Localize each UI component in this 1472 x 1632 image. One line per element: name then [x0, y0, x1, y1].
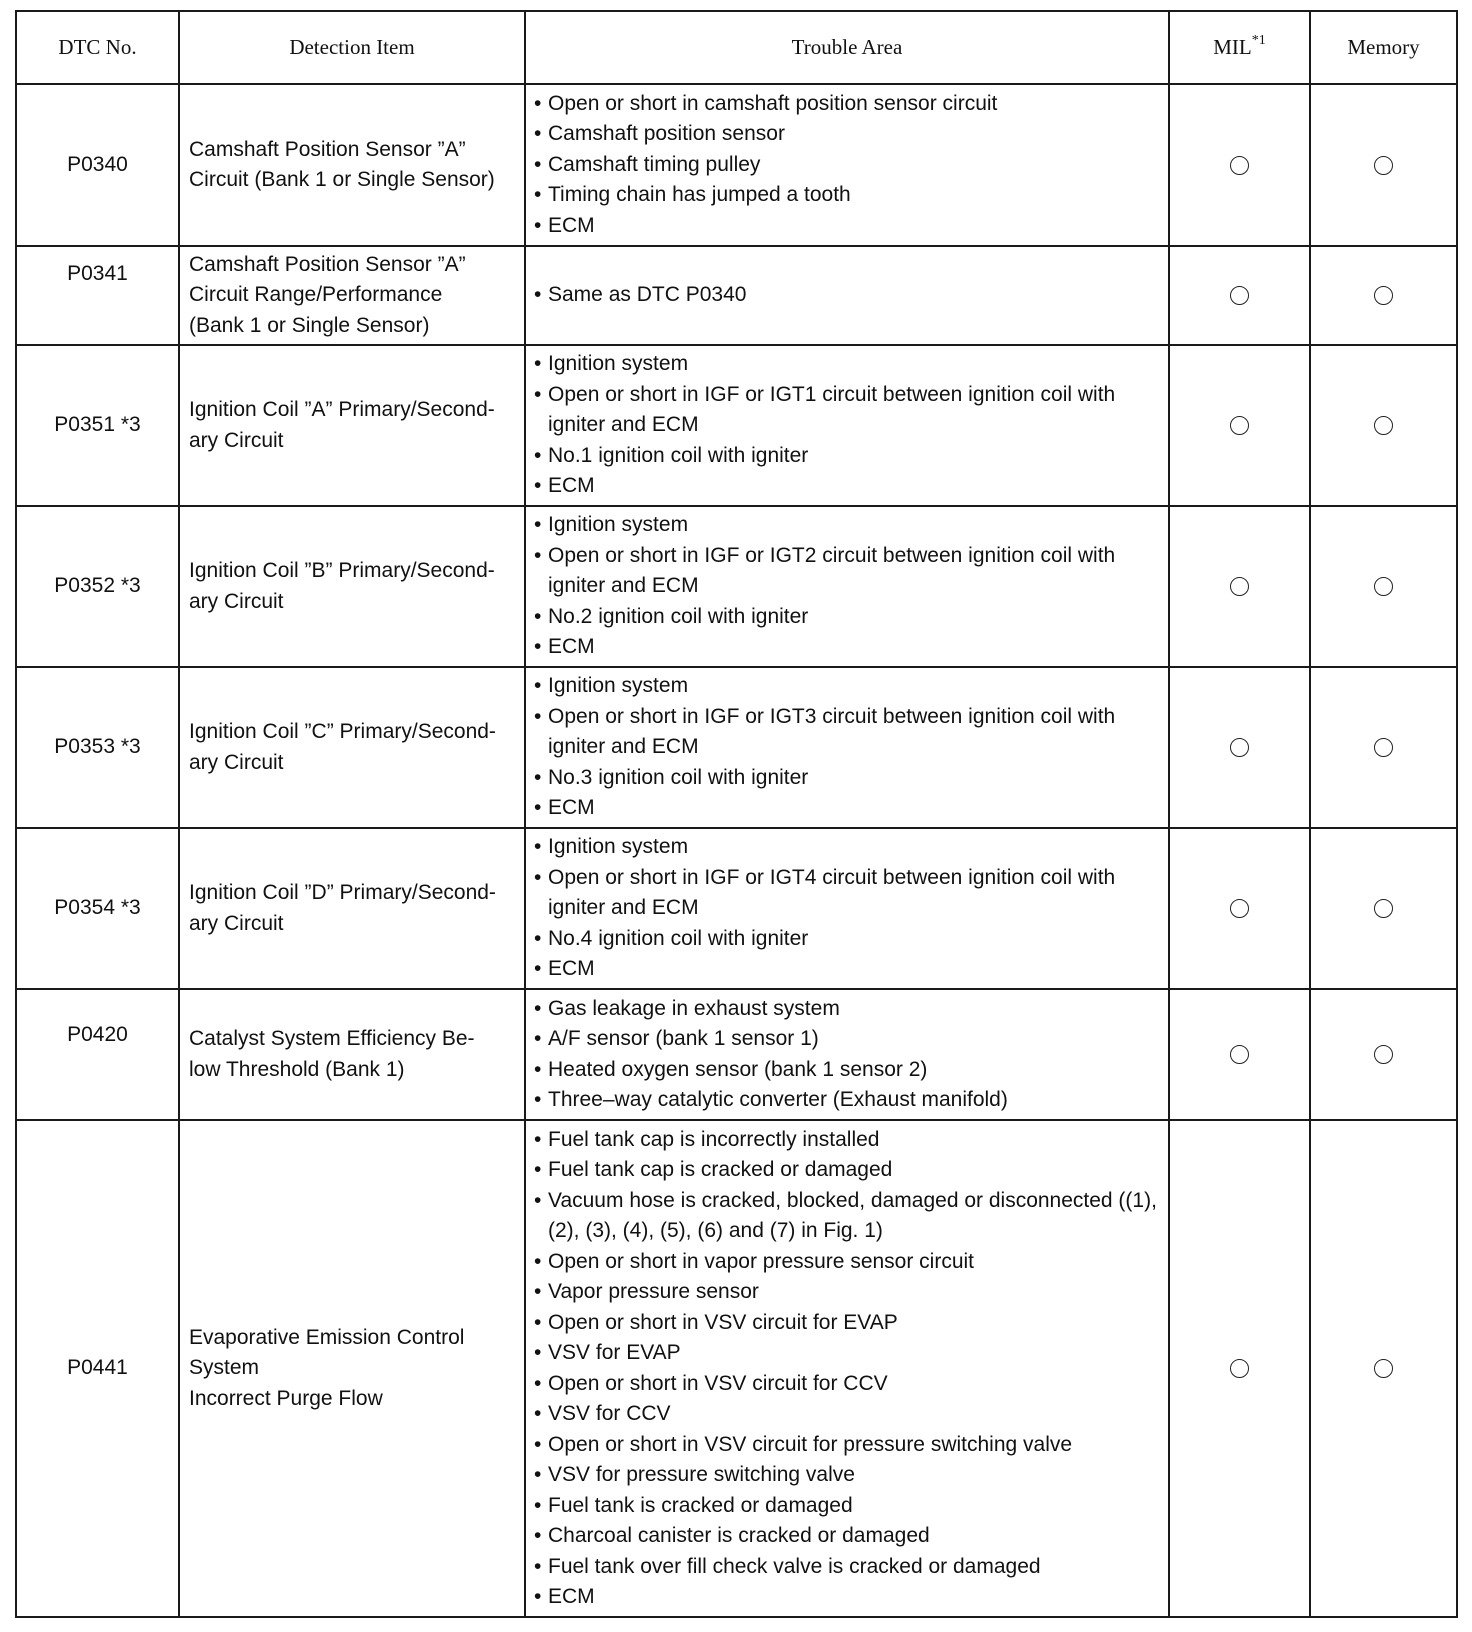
list-item: • Ignition system: [534, 349, 1162, 380]
dtc-code: P0352 *3: [16, 506, 179, 667]
mil-circle-icon: [1230, 899, 1249, 918]
list-item: • ECM: [534, 632, 1162, 663]
trouble-area: [525, 989, 1169, 1120]
list-item: • No.3 ignition coil with igniter: [534, 763, 1162, 794]
list-item: • Camshaft position sensor: [534, 119, 1162, 150]
header-row: [16, 11, 1457, 84]
list-item: • Timing chain has jumped a tooth: [534, 180, 1162, 211]
list-item: • Open or short in IGF or IGT3 circuit between ignition coil with igniter and ECM: [534, 702, 1162, 763]
header-mil: [1169, 11, 1310, 84]
mil-circle-icon: [1230, 738, 1249, 757]
detection-item: [179, 667, 525, 828]
detection-item-line: ary Circuit: [189, 911, 284, 935]
trouble-area-list: [534, 349, 1162, 502]
trouble-area-list: [534, 832, 1162, 985]
list-item: • Charcoal canister is cracked or damaged: [534, 1521, 1162, 1552]
memory-circle-icon: [1374, 156, 1393, 175]
trouble-area: [525, 506, 1169, 667]
detection-item-line: ary Circuit: [189, 750, 284, 774]
table-row: [16, 506, 1457, 667]
trouble-area-list: [534, 280, 1162, 311]
dtc-code: P0353 *3: [16, 667, 179, 828]
memory-circle-icon: [1374, 738, 1393, 757]
list-item: • ECM: [534, 954, 1162, 985]
header-mil-label: MIL: [1213, 35, 1252, 59]
list-item: • Heated oxygen sensor (bank 1 sensor 2): [534, 1055, 1162, 1086]
list-item: • VSV for CCV: [534, 1399, 1162, 1430]
list-item: • A/F sensor (bank 1 sensor 1): [534, 1024, 1162, 1055]
memory-cell: [1310, 345, 1457, 506]
memory-circle-icon: [1374, 1045, 1393, 1064]
trouble-area-list: [534, 89, 1162, 242]
mil-circle-icon: [1230, 1359, 1249, 1378]
memory-cell: [1310, 667, 1457, 828]
table-row: [16, 828, 1457, 989]
memory-cell: [1310, 1120, 1457, 1617]
trouble-area: [525, 1120, 1169, 1617]
detection-item-line: Incorrect Purge Flow: [189, 1386, 383, 1410]
dtc-code: P0351 *3: [16, 345, 179, 506]
list-item: • Same as DTC P0340: [534, 280, 1162, 311]
list-item: • Vacuum hose is cracked, blocked, damaged or disconnected ((1), (2), (3), (4), (5), (6) and (7) in Fig. 1): [534, 1186, 1162, 1247]
detection-item: [179, 828, 525, 989]
memory-circle-icon: [1374, 286, 1393, 305]
list-item: • Open or short in VSV circuit for CCV: [534, 1369, 1162, 1400]
list-item: • Three–way catalytic converter (Exhaust manifold): [534, 1085, 1162, 1116]
dtc-code: P0441: [16, 1120, 179, 1617]
detection-item: [179, 246, 525, 345]
list-item: • Open or short in VSV circuit for pressure switching valve: [534, 1430, 1162, 1461]
memory-circle-icon: [1374, 577, 1393, 596]
list-item: • Open or short in IGF or IGT2 circuit between ignition coil with igniter and ECM: [534, 541, 1162, 602]
trouble-area-list: [534, 510, 1162, 663]
list-item: • VSV for pressure switching valve: [534, 1460, 1162, 1491]
detection-item-line: Camshaft Position Sensor ”A”: [189, 252, 466, 276]
detection-item: [179, 1120, 525, 1617]
list-item: • No.1 ignition coil with igniter: [534, 441, 1162, 472]
detection-item-line: Ignition Coil ”D” Primary/Second-: [189, 881, 496, 904]
list-item: • Fuel tank is cracked or damaged: [534, 1491, 1162, 1522]
mil-circle-icon: [1230, 286, 1249, 305]
trouble-area-list: [534, 994, 1162, 1116]
list-item: • Gas leakage in exhaust system: [534, 994, 1162, 1025]
mil-cell: [1169, 345, 1310, 506]
detection-item: [179, 84, 525, 246]
list-item: • Fuel tank cap is cracked or damaged: [534, 1155, 1162, 1186]
detection-item-line: Ignition Coil ”B” Primary/Second-: [189, 559, 495, 582]
header-mil-footnote: *1: [1251, 33, 1266, 48]
list-item: • No.4 ignition coil with igniter: [534, 924, 1162, 955]
dtc-code: P0340: [16, 84, 179, 246]
dtc-code: P0341: [16, 246, 179, 345]
mil-cell: [1169, 989, 1310, 1120]
memory-circle-icon: [1374, 1359, 1393, 1378]
list-item: • Open or short in VSV circuit for EVAP: [534, 1308, 1162, 1339]
mil-cell: [1169, 84, 1310, 246]
trouble-area-list: [534, 671, 1162, 824]
detection-item-line: ary Circuit: [189, 589, 284, 613]
trouble-area-list: [534, 1125, 1162, 1613]
mil-cell: [1169, 828, 1310, 989]
mil-cell: [1169, 1120, 1310, 1617]
memory-cell: [1310, 84, 1457, 246]
detection-item-line: Circuit Range/Performance: [189, 283, 443, 307]
table-row: [16, 84, 1457, 246]
list-item: • Camshaft timing pulley: [534, 150, 1162, 181]
mil-circle-icon: [1230, 156, 1249, 175]
detection-item-line: Camshaft Position Sensor ”A”: [189, 137, 466, 161]
header-memory: Memory: [1310, 11, 1457, 84]
mil-cell: [1169, 667, 1310, 828]
list-item: • Open or short in vapor pressure sensor circuit: [534, 1247, 1162, 1278]
dtc-code: P0354 *3: [16, 828, 179, 989]
list-item: • No.2 ignition coil with igniter: [534, 602, 1162, 633]
trouble-area: [525, 246, 1169, 345]
header-detection-item: Detection Item: [179, 11, 525, 84]
trouble-area: [525, 667, 1169, 828]
detection-item-line: System: [189, 1356, 260, 1380]
detection-item: [179, 506, 525, 667]
detection-item-line: ary Circuit: [189, 428, 284, 452]
trouble-area: [525, 828, 1169, 989]
list-item: • Fuel tank cap is incorrectly installed: [534, 1125, 1162, 1156]
mil-circle-icon: [1230, 1045, 1249, 1064]
memory-circle-icon: [1374, 416, 1393, 435]
detection-item: [179, 345, 525, 506]
detection-item-line: (Bank 1 or Single Sensor): [189, 313, 430, 337]
detection-item-line: Catalyst System Efficiency Be-: [189, 1027, 475, 1050]
detection-item-line: Ignition Coil ”C” Primary/Second-: [189, 720, 496, 743]
list-item: • Ignition system: [534, 671, 1162, 702]
mil-cell: [1169, 246, 1310, 345]
memory-cell: [1310, 828, 1457, 989]
memory-circle-icon: [1374, 899, 1393, 918]
list-item: • VSV for EVAP: [534, 1338, 1162, 1369]
header-dtc-no: DTC No.: [16, 11, 179, 84]
table-row: [16, 667, 1457, 828]
dtc-table: [15, 10, 1458, 1618]
list-item: • Open or short in IGF or IGT1 circuit between ignition coil with igniter and ECM: [534, 380, 1162, 441]
table-row: [16, 1120, 1457, 1617]
list-item: • ECM: [534, 211, 1162, 242]
list-item: • Fuel tank over fill check valve is cracked or damaged: [534, 1552, 1162, 1583]
memory-cell: [1310, 989, 1457, 1120]
trouble-area: [525, 84, 1169, 246]
table-row: [16, 345, 1457, 506]
header-trouble-area: Trouble Area: [525, 11, 1169, 84]
detection-item-line: Evaporative Emission Control: [189, 1325, 465, 1349]
detection-item-line: Ignition Coil ”A” Primary/Second-: [189, 398, 495, 421]
list-item: • ECM: [534, 793, 1162, 824]
list-item: • Open or short in IGF or IGT4 circuit between ignition coil with igniter and ECM: [534, 863, 1162, 924]
table-row: [16, 246, 1457, 345]
trouble-area: [525, 345, 1169, 506]
list-item: • ECM: [534, 471, 1162, 502]
table-row: [16, 989, 1457, 1120]
mil-cell: [1169, 506, 1310, 667]
list-item: • ECM: [534, 1582, 1162, 1613]
detection-item-line: Circuit (Bank 1 or Single Sensor): [189, 168, 495, 191]
list-item: • Vapor pressure sensor: [534, 1277, 1162, 1308]
detection-item-line: low Threshold (Bank 1): [189, 1057, 405, 1081]
mil-circle-icon: [1230, 577, 1249, 596]
mil-circle-icon: [1230, 416, 1249, 435]
memory-cell: [1310, 506, 1457, 667]
list-item: • Ignition system: [534, 832, 1162, 863]
dtc-code: P0420: [16, 989, 179, 1120]
memory-cell: [1310, 246, 1457, 345]
list-item: • Open or short in camshaft position sensor circuit: [534, 89, 1162, 120]
detection-item: [179, 989, 525, 1120]
list-item: • Ignition system: [534, 510, 1162, 541]
